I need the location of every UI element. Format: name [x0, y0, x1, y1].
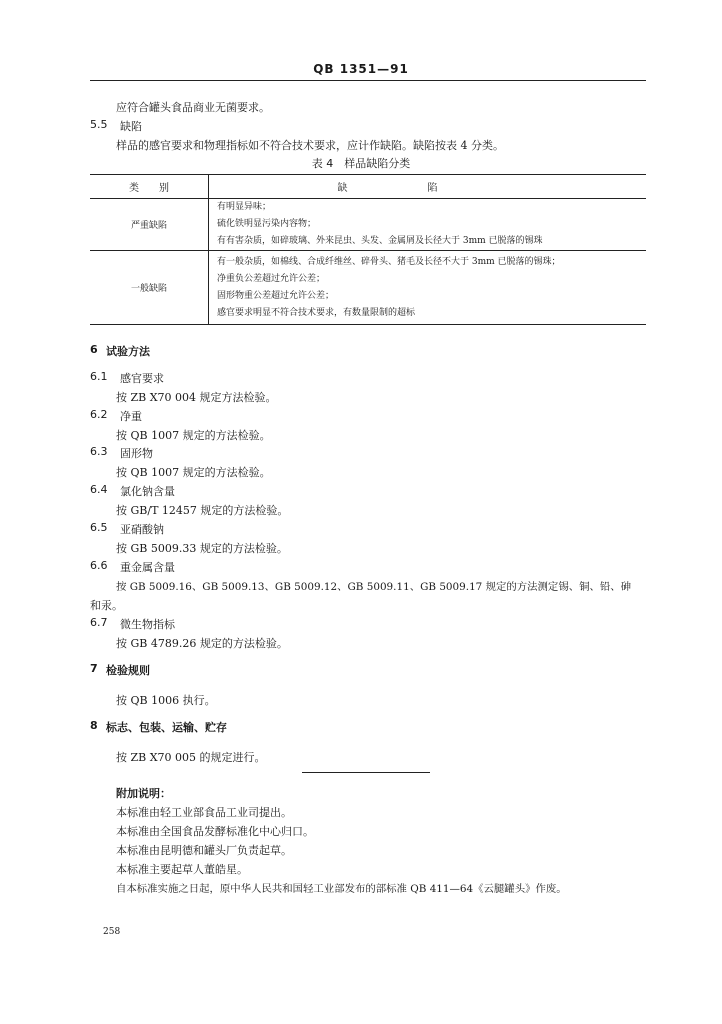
note-line: 本标准由昆明德和罐头厂负责起草。: [116, 844, 292, 857]
column-header-defect: 缺陷: [337, 183, 518, 194]
section-7-number: 7: [90, 662, 98, 675]
section-6-2-title: 净重: [120, 410, 142, 423]
note-line: 本标准由轻工业部食品工业司提出。: [116, 806, 292, 819]
commercial-sterility-text: 应符合罐头食品商业无菌要求。: [116, 101, 270, 114]
defect-item: 固形物重公差超过允许公差；: [217, 290, 335, 301]
column-header-category: 类 别: [90, 175, 209, 199]
section-6-4-title: 氯化钠含量: [120, 485, 175, 498]
standard-number-header: QB 1351—91: [313, 62, 409, 76]
defect-item: 有有害杂质，如碎玻璃、外来昆虫、头发、金属屑及长径大于 3mm 已脱落的锡珠: [217, 236, 543, 246]
section-6-4-text: 按 GB/T 12457 规定的方法检验。: [116, 504, 289, 517]
section-6-3-title: 固形物: [120, 447, 153, 460]
defect-classification-table: [90, 174, 646, 325]
defect-item: 有一般杂质，如棉线、合成纤维丝、碎骨头、猪毛及长径不大于 3mm 已脱落的锡珠；: [217, 256, 561, 267]
section-8-text: 按 ZB X70 005 的规定进行。: [116, 751, 266, 764]
section-6-1-text: 按 ZB X70 004 规定方法检验。: [116, 391, 277, 404]
section-6-5-number: 6.5: [90, 521, 108, 534]
note-line: 自本标准实施之日起，原中华人民共和国轻工业部发布的部标准 QB 411—64《云腿罐头》作废。: [116, 883, 567, 895]
section-6-7-title: 微生物指标: [120, 618, 175, 631]
category-serious: 严重缺陷: [90, 199, 209, 251]
section-7-text: 按 QB 1006 执行。: [116, 694, 216, 707]
section-6-7-text: 按 GB 4789.26 规定的方法检验。: [116, 637, 288, 650]
section-6-2-text: 按 QB 1007 规定的方法检验。: [116, 429, 271, 442]
serious-defect-items: [209, 199, 647, 251]
section-6-3-number: 6.3: [90, 445, 108, 458]
section-6-7-number: 6.7: [90, 616, 108, 629]
section-7-title: 检验规则: [106, 664, 150, 677]
section-6-title: 试验方法: [106, 345, 150, 358]
table-row: [90, 199, 646, 251]
table-header-row: [90, 175, 646, 199]
defect-item: 硫化铁明显污染内容物；: [217, 219, 317, 229]
table-row: [90, 251, 646, 325]
page-number: 258: [103, 927, 121, 937]
section-5-5-text: 样品的感官要求和物理指标如不符合技术要求，应计作缺陷。缺陷按表 4 分类。: [116, 139, 504, 152]
section-6-4-number: 6.4: [90, 483, 108, 496]
section-5-5-number: 5.5: [90, 118, 108, 131]
note-line: 本标准由全国食品发酵标准化中心归口。: [116, 825, 314, 838]
table-4-caption: 表 4 样品缺陷分类: [311, 157, 411, 170]
defect-item: 感官要求明显不符合技术要求，有数量限制的超标: [217, 307, 416, 318]
section-6-6-text: 按 GB 5009.16、GB 5009.13、GB 5009.12、GB 5009.11、GB 5009.17 规定的方法测定锡、铜、铅、砷: [116, 581, 632, 593]
additional-notes-title: 附加说明：: [116, 787, 171, 800]
category-general: 一般缺陷: [90, 251, 209, 325]
section-6-6-text-continued: 和汞。: [90, 599, 123, 612]
section-6-6-title: 重金属含量: [120, 561, 175, 574]
defect-item: 净重负公差超过允许公差；: [217, 273, 326, 284]
section-6-1-number: 6.1: [90, 370, 108, 383]
section-6-6-number: 6.6: [90, 559, 108, 572]
section-8-number: 8: [90, 719, 98, 732]
section-6-5-title: 亚硝酸钠: [120, 523, 164, 536]
end-rule: [302, 772, 430, 773]
note-line: 本标准主要起草人董皓星。: [116, 863, 248, 876]
section-6-1-title: 感官要求: [120, 372, 164, 385]
section-6-5-text: 按 GB 5009.33 规定的方法检验。: [116, 542, 288, 555]
section-6-number: 6: [90, 343, 98, 356]
defect-item: 有明显异味；: [217, 202, 272, 212]
section-6-3-text: 按 QB 1007 规定的方法检验。: [116, 466, 271, 479]
header-divider: [90, 80, 646, 81]
section-6-2-number: 6.2: [90, 408, 108, 421]
section-5-5-title: 缺陷: [120, 120, 142, 133]
section-8-title: 标志、包装、运输、贮存: [106, 721, 227, 734]
general-defect-items: [209, 251, 647, 325]
